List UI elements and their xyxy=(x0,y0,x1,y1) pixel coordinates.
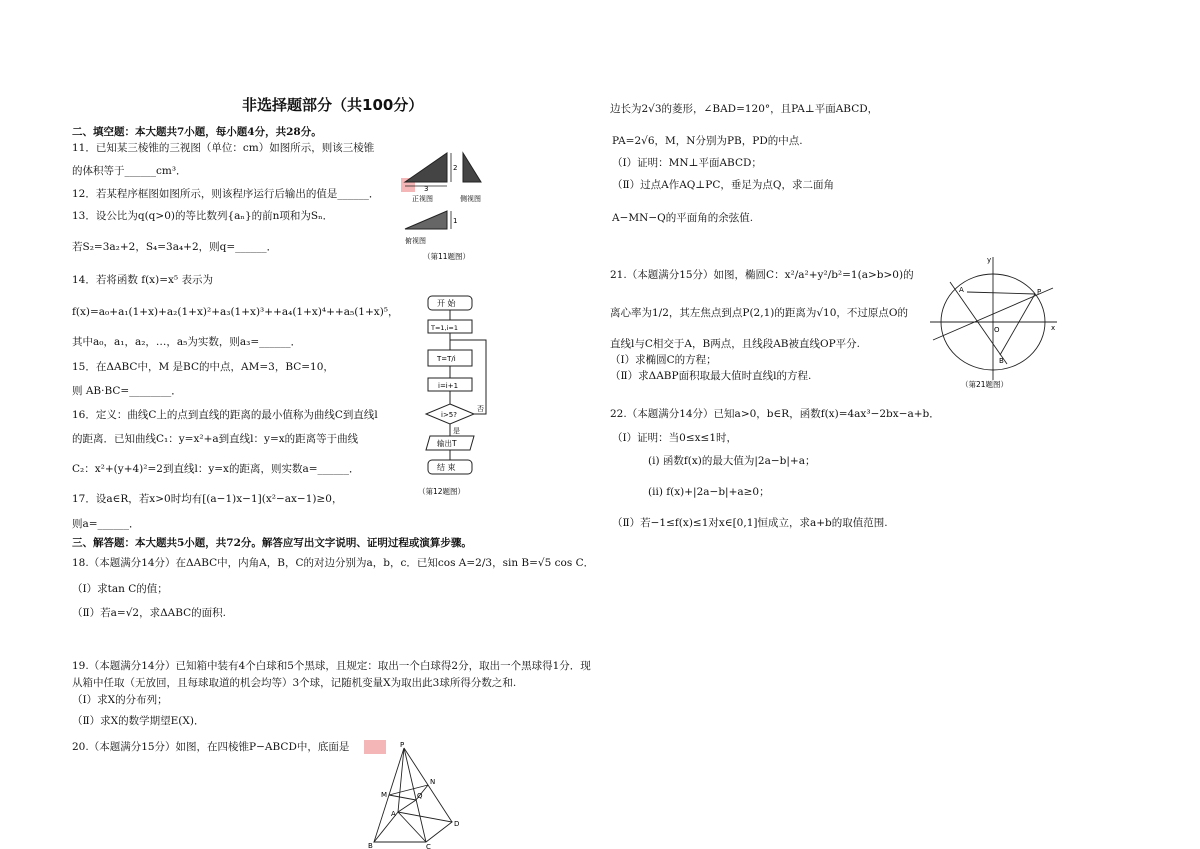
q14-line1: 14．若将函数 f(x)=x⁵ 表示为 xyxy=(72,274,213,286)
label-y: y xyxy=(987,256,992,264)
front-view-shape xyxy=(405,153,447,182)
q20-line4: （Ⅰ）证明：MN⊥平面ABCD； xyxy=(612,157,762,169)
q22-line2: （Ⅰ）证明：当0≤x≤1时， xyxy=(612,432,738,444)
q14-line2: f(x)=a₀+a₁(1+x)+a₂(1+x)²+a₃(1+x)³++a₄(1+x)⁴++a₅(1+x)⁵， xyxy=(72,306,399,318)
flow-output-label: 输出T xyxy=(437,439,457,448)
label-O: O xyxy=(994,326,1000,334)
q19-line3: （Ⅰ）求X的分布列； xyxy=(72,694,168,706)
figure-21-caption: （第21题图） xyxy=(961,380,1009,389)
dim-label-1: 1 xyxy=(453,217,458,225)
flow-increment-label: i=i+1 xyxy=(438,382,459,390)
top-view-label: 俯视图 xyxy=(405,237,426,245)
q16-line3: C₂：x²+(y+4)²=2到直线l：y=x的距离，则实数a=______． xyxy=(72,463,360,475)
figure-11-caption: （第11题图） xyxy=(423,252,471,261)
side-view-shape xyxy=(463,153,481,182)
flow-no-label: 否 xyxy=(477,405,484,413)
q14-line3: 其中a₀，a₁，a₂，…，a₅为实数，则a₃=______． xyxy=(72,336,302,348)
front-view-label: 正视图 xyxy=(412,195,433,203)
dim-label-3: 3 xyxy=(424,185,429,193)
q17-line1: 17．设a∈R，若x>0时均有[(a−1)x−1](x²−ax−1)≥0， xyxy=(72,493,343,505)
label-D: D xyxy=(454,820,460,828)
label-P: P xyxy=(1037,288,1042,296)
q22-line4: (ii) f(x)+|2a−b|+a≥0； xyxy=(648,486,770,498)
q20-line2: 边长为2√3的菱形，∠BAD=120°，且PA⊥平面ABCD， xyxy=(610,103,879,115)
label-P: P xyxy=(400,741,405,749)
label-M: M xyxy=(381,791,388,799)
label-B: B xyxy=(999,357,1004,365)
q15-line2: 则 AB·BC=________． xyxy=(72,385,182,397)
q20-line3: PA=2√6，M，N分别为PB，PD的中点. xyxy=(612,135,803,147)
section-solutions: 三、解答题：本大题共5小题，共72分。解答应写出文字说明、证明过程或演算步骤。 xyxy=(72,537,472,549)
q21-line2: 离心率为1/2，其左焦点到点P(2,1)的距离为√10，不过原点O的 xyxy=(610,307,909,319)
figure-21-ellipse xyxy=(925,252,1065,392)
segment-AP xyxy=(967,292,1035,294)
flow-start-label: 开 始 xyxy=(437,299,456,308)
q11-line1: 11．已知某三棱锥的三视图（单位：cm）如图所示，则该三棱锥 xyxy=(72,142,375,154)
q18-line3: （Ⅱ）若a=√2，求ΔABC的面积. xyxy=(72,607,227,619)
highlight-mark xyxy=(364,740,386,754)
label-x: x xyxy=(1051,324,1056,332)
q18-line2: （Ⅰ）求tan C的值； xyxy=(72,583,168,595)
top-view-shape xyxy=(405,211,447,229)
q13-line1: 13．设公比为q(q>0)的等比数列{aₙ}的前n项和为Sₙ． xyxy=(72,210,334,222)
q21-line1: 21.（本题满分15分）如图，椭圆C：x²/a²+y²/b²=1(a>b>0)的 xyxy=(610,269,914,281)
segment-MQ xyxy=(389,795,416,800)
side-view-label: 侧视图 xyxy=(460,195,481,203)
q12: 12．若某程序框图如图所示，则该程序运行后输出的值是______． xyxy=(72,188,380,200)
q21-line3: 直线l与C相交于A，B两点，且线段AB被直线OP平分. xyxy=(610,338,860,350)
figure-11-three-views xyxy=(395,145,500,265)
label-A: A xyxy=(959,286,964,294)
q18-line1: 18.（本题满分14分）在ΔABC中，内角A，B，C的对边分别为a，b，c．已知cos A=2/3，sin B=√5 cos C． xyxy=(72,557,595,569)
q11-line2: 的体积等于______cm³． xyxy=(72,165,187,177)
q16-line1: 16．定义：曲线C上的点到直线的距离的最小值称为曲线C到直线l xyxy=(72,409,378,421)
q17-line2: 则a=______． xyxy=(72,518,140,530)
figure-12-flowchart xyxy=(410,292,500,500)
segment-AQ xyxy=(398,800,416,812)
q19-line1: 19.（本题满分14分）已知箱中装有4个白球和5个黑球，且规定：取出一个白球得2分，取出一个黑球得1分．现 xyxy=(72,660,591,672)
q20-line1: 20.（本题满分15分）如图，在四棱锥P−ABCD中，底面是 xyxy=(72,741,350,753)
line-l xyxy=(950,282,1007,364)
q16-line2: 的距离．已知曲线C₁：y=x²+a到直线l：y=x的距离等于曲线 xyxy=(72,433,359,445)
base-ABCD xyxy=(374,812,452,842)
label-Q: Q xyxy=(417,792,423,800)
figure-20-pyramid xyxy=(360,738,470,849)
q22-line3: (i) 函数f(x)的最大值为|2a−b|+a； xyxy=(648,455,816,467)
flow-yes-label: 是 xyxy=(453,427,460,435)
flow-decision-label: i>5? xyxy=(441,411,457,419)
label-A: A xyxy=(391,810,396,818)
section-fill-in: 二、填空题：本大题共7小题，每小题4分，共28分。 xyxy=(72,126,322,138)
q13-line2: 若S₂=3a₂+2，S₄=3a₄+2，则q=______． xyxy=(72,241,278,253)
q19-line2: 从箱中任取（无放回，且每球取道的机会均等）3个球，记随机变量X为取出此3球所得分数之和. xyxy=(72,677,517,689)
q21-line5: （Ⅱ）求ΔABP面积取最大值时直线l的方程. xyxy=(610,370,812,382)
q20-line5: （Ⅱ）过点A作AQ⊥PC，垂足为点Q，求二面角 xyxy=(612,179,834,191)
q22-line1: 22.（本题满分14分）已知a>0，b∈R，函数f(x)=4ax³−2bx−a+b． xyxy=(610,408,940,420)
q20-line6: A−MN−Q的平面角的余弦值. xyxy=(612,212,754,224)
q21-line4: （Ⅰ）求椭圆C的方程； xyxy=(610,354,717,366)
label-C: C xyxy=(426,843,431,849)
q15-line1: 15．在ΔABC中，M 是BC的中点，AM=3，BC=10， xyxy=(72,361,334,373)
q22-line5: （Ⅱ）若−1≤f(x)≤1对x∈[0,1]恒成立，求a+b的取值范围. xyxy=(612,517,888,529)
exam-title: 非选择题部分（共100分） xyxy=(242,96,424,114)
q19-line4: （Ⅱ）求X的数学期望E(X)． xyxy=(72,715,205,727)
flow-assign-label: T=T/i xyxy=(437,355,456,363)
label-N: N xyxy=(430,778,436,786)
flow-end-label: 结 束 xyxy=(437,463,456,472)
flow-init-label: T=1,i=1 xyxy=(431,324,459,332)
dim-label-2: 2 xyxy=(453,164,458,172)
edge-PC xyxy=(404,748,426,842)
label-B: B xyxy=(368,842,373,849)
figure-12-caption: （第12题图） xyxy=(418,487,466,496)
